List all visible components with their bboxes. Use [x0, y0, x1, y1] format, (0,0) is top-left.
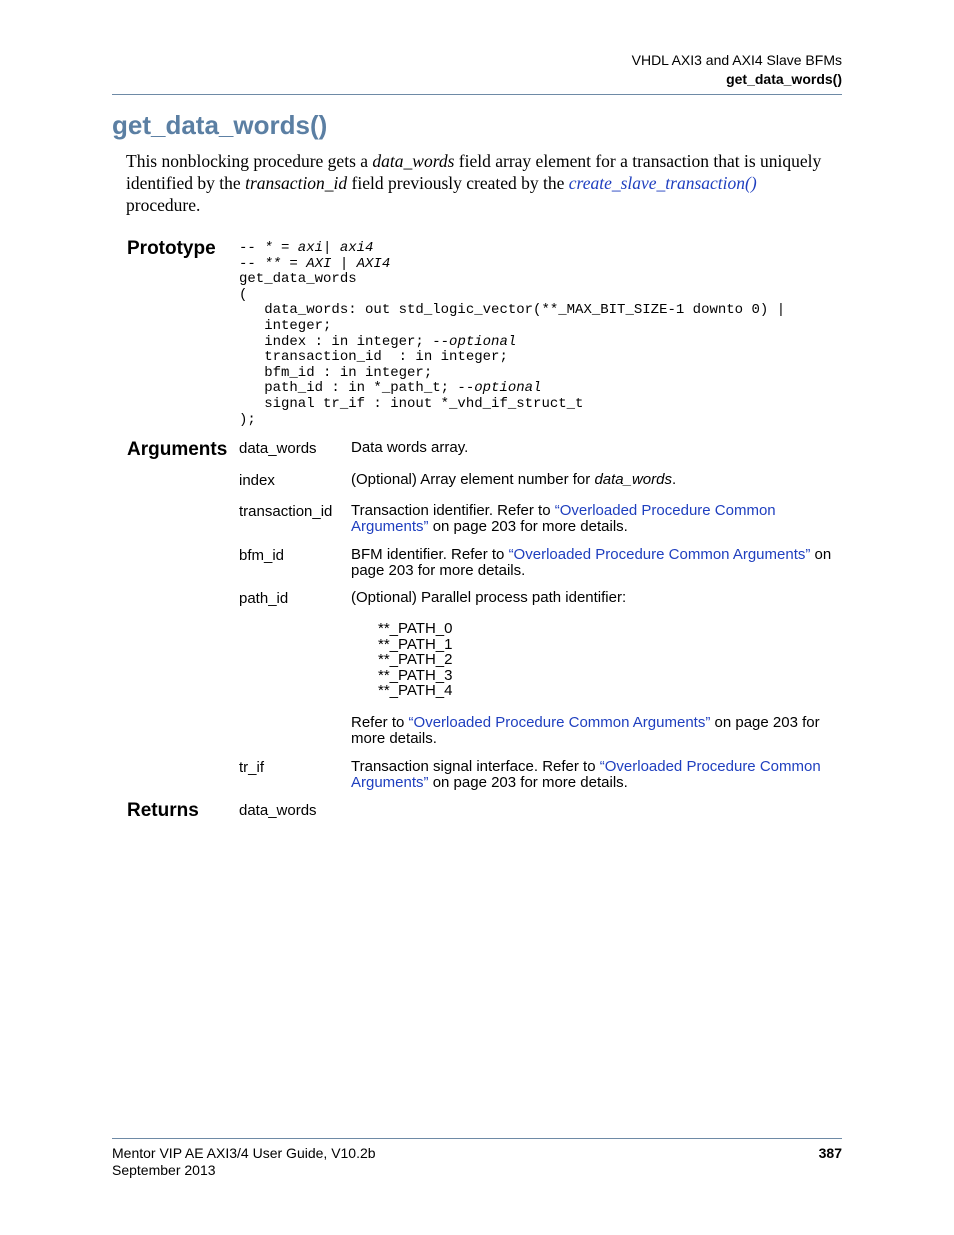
arg-desc-bfm-id-text: BFM identifier. Refer to [351, 546, 509, 563]
arg-desc-index-end: . [672, 471, 677, 488]
create-slave-transaction-link[interactable]: create_slave_transaction() [568, 173, 757, 193]
footer-guide-title: Mentor VIP AE AXI3/4 User Guide, V10.2b [112, 1145, 376, 1161]
code-line-7: index : in integer; -- [239, 333, 450, 350]
path-value-item: **_PATH_0 [378, 620, 453, 637]
code-line-12: ); [239, 411, 256, 428]
path-value-item: **_PATH_2 [378, 651, 453, 669]
arg-desc-index [351, 472, 846, 488]
arguments-heading: Arguments [127, 439, 228, 460]
intro-text-2: field array element for a transaction that is uniquely identified by the [126, 151, 822, 193]
arg-desc-path-id-refer [351, 715, 846, 746]
code-line-10: path_id : in *_path_t; -- [239, 380, 475, 397]
arg-name-index: index [239, 472, 275, 489]
arg-desc-transaction-id-text: Transaction identifier. Refer to [351, 502, 555, 519]
code-line-4: ( [239, 286, 248, 303]
arg-desc-index-text: (Optional) Array element number for [351, 471, 595, 488]
footer-rule [112, 1138, 842, 1139]
intro-italic-transaction-id: transaction_id [245, 173, 348, 193]
returns-heading: Returns [127, 800, 199, 821]
arg-desc-data-words: Data words array. [351, 439, 469, 456]
intro-text-4: procedure. [126, 195, 201, 215]
path-value-item: **_PATH_4 [378, 682, 453, 700]
arg-desc-transaction-id-tail: on page 203 for more details. [428, 517, 628, 535]
intro-italic-data-words: data_words [372, 151, 455, 171]
code-line-3: get_data_words [239, 271, 357, 288]
arg-desc-tr-if-text: Transaction signal interface. Refer to [351, 758, 600, 775]
arg-desc-path-id-tail: on page 203 for more details. [351, 714, 820, 747]
code-comment-1: -- * = axi| axi4 [239, 240, 374, 256]
arg-name-transaction-id: transaction_id [239, 503, 333, 520]
path-value-item: **_PATH_1 [378, 635, 453, 653]
intro-text-3: field previously created by the [347, 173, 569, 193]
arg-desc-path-id-refer-text: Refer to [351, 714, 409, 731]
returns-value: data_words [239, 802, 317, 819]
arg-desc-bfm-id [351, 547, 846, 578]
path-id-xref-link[interactable]: “Overloaded Procedure Common Arguments” [408, 714, 711, 731]
arg-desc-transaction-id [351, 503, 846, 534]
bfm-id-xref-link[interactable]: “Overloaded Procedure Common Arguments” [508, 546, 811, 563]
arg-desc-bfm-id-tail: on page 203 for more details. [351, 546, 832, 579]
code-line-5: data_words: out std_logic_vector(**_MAX_BIT_SIZE-1 downto 0) | [239, 302, 786, 319]
code-line-9: bfm_id : in integer; [239, 364, 433, 381]
arg-name-tr-if: tr_if [239, 759, 265, 776]
arg-desc-tr-if-tail: on page 203 for more details. [428, 773, 628, 791]
code-line-7-optional: optional [449, 333, 517, 350]
arg-desc-tr-if [351, 759, 846, 790]
code-line-11: signal tr_if : inout *_vhd_if_struct_t [239, 395, 584, 412]
running-header-section: VHDL AXI3 and AXI4 Slave BFMs [631, 52, 842, 68]
arg-name-bfm-id: bfm_id [239, 547, 285, 564]
page-title: get_data_words() [112, 110, 328, 140]
arg-name-data-words: data_words [239, 440, 317, 457]
arg-desc-path-id: (Optional) Parallel process path identifier: [351, 589, 627, 606]
path-id-value-list [378, 621, 452, 699]
intro-paragraph [126, 150, 826, 216]
code-line-10-optional: optional [474, 380, 542, 397]
prototype-code [239, 241, 785, 428]
code-line-8: transaction_id : in integer; [239, 349, 508, 366]
tr-if-xref-link[interactable]: “Overloaded Procedure Common Arguments” [351, 758, 821, 791]
intro-text-1: This nonblocking procedure gets a [126, 151, 373, 171]
transaction-id-xref-link[interactable]: “Overloaded Procedure Common Arguments” [351, 502, 776, 535]
code-comment-2: -- ** = AXI | AXI4 [239, 255, 391, 272]
path-value-item: **_PATH_3 [378, 666, 453, 684]
header-rule [112, 94, 842, 95]
code-line-6: integer; [239, 317, 332, 334]
arg-name-path-id: path_id [239, 590, 289, 607]
prototype-heading: Prototype [127, 238, 216, 259]
page-number: 387 [818, 1145, 842, 1161]
footer-date: September 2013 [112, 1162, 216, 1178]
arg-desc-index-italic: data_words [594, 471, 672, 488]
running-header-topic: get_data_words() [726, 71, 842, 87]
